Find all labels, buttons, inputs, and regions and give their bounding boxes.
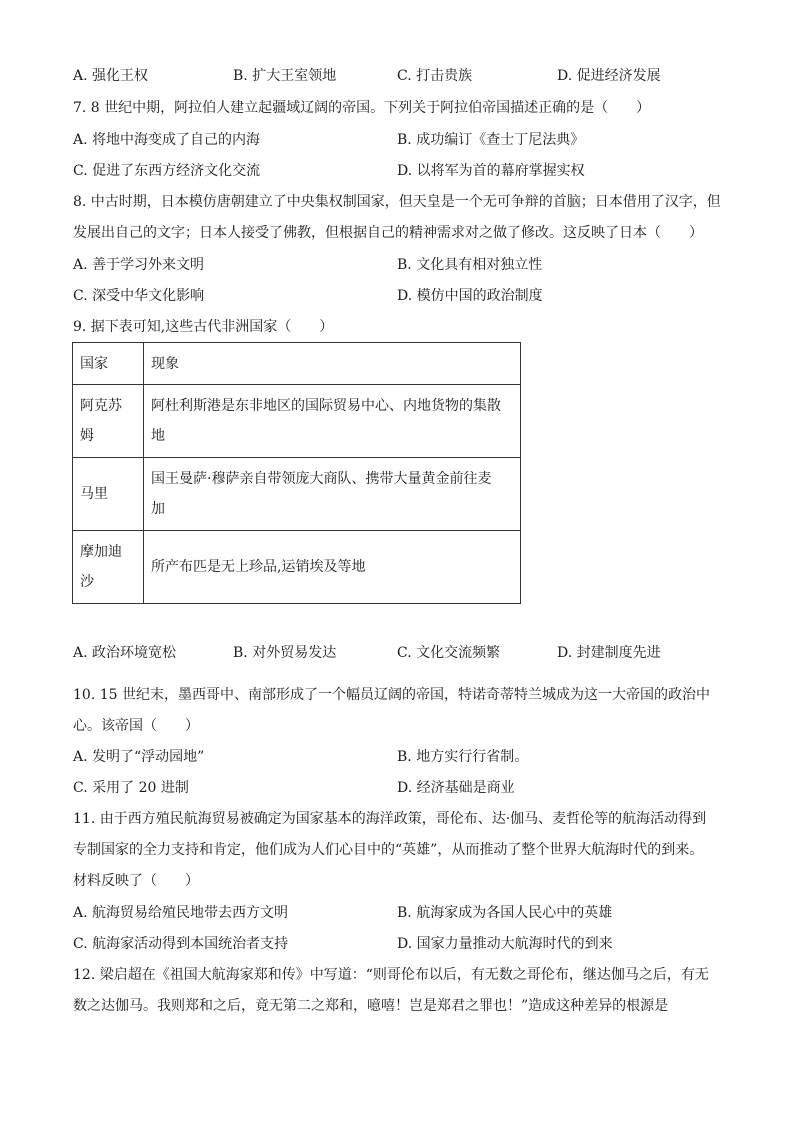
q9-table	[72, 342, 521, 604]
q11-stem-line2: 专制国家的全力支持和肯定，他们成为人们心目中的“英雄”，从而推动了整个世界大航海时代的到来。	[73, 842, 704, 858]
table-cell-desc: 所产布匹是无上珍品,运销埃及等地	[144, 531, 521, 604]
q10-stem-line1: 10. 15 世纪末，墨西哥中、南部形成了一个幅员辽阔的帝国，特诺奇蒂特兰城成为这一大帝国的政治中	[73, 687, 710, 703]
q9-stem: 9. 据下表可知,这些古代非洲国家（ ）	[73, 319, 334, 335]
q7-option-c[interactable]: C. 促进了东西方经济文化交流	[73, 163, 261, 179]
q8-option-a[interactable]: A. 善于学习外来文明	[73, 257, 205, 273]
q10-stem-line2: 心。该帝国（ ）	[73, 718, 199, 734]
q6-option-b[interactable]: B. 扩大王室领地	[233, 68, 337, 84]
table-row	[73, 458, 521, 531]
q7-stem: 7. 8 世纪中期，阿拉伯人建立起疆域辽阔的帝国。下列关于阿拉伯帝国描述正确的是（ ）	[73, 100, 651, 116]
q11-option-b[interactable]: B. 航海家成为各国人民心中的英雄	[397, 905, 613, 921]
table-row	[73, 531, 521, 604]
q9-option-c[interactable]: C. 文化交流频繁	[397, 645, 501, 661]
q9-option-d[interactable]: D. 封建制度先进	[557, 645, 661, 661]
table-cell-desc: 阿杜利斯港是东非地区的国际贸易中心、内地货物的集散 地	[144, 385, 521, 458]
q11-option-d[interactable]: D. 国家力量推动大航海时代的到来	[397, 936, 613, 952]
q8-option-b[interactable]: B. 文化具有相对独立性	[397, 257, 543, 273]
q6-option-d[interactable]: D. 促进经济发展	[557, 68, 661, 84]
table-cell-country: 阿克苏 姆	[73, 385, 144, 458]
table-cell-country: 马里	[73, 458, 144, 531]
q10-option-c[interactable]: C. 采用了 20 进制	[73, 780, 189, 796]
q8-stem-line1: 8. 中古时期，日本模仿唐朝建立了中央集权制国家，但天皇是一个无可争辩的首脑；日本借用了汉字，但	[73, 194, 721, 210]
q8-option-d[interactable]: D. 模仿中国的政治制度	[397, 288, 543, 304]
table-cell-desc: 国王曼萨·穆萨亲自带领庞大商队、携带大量黄金前往麦 加	[144, 458, 521, 531]
table-header-phenomenon: 现象	[144, 343, 521, 385]
q9-option-a[interactable]: A. 政治环境宽松	[73, 645, 177, 661]
q10-option-b[interactable]: B. 地方实行行省制。	[397, 749, 529, 765]
q11-option-c[interactable]: C. 航海家活动得到本国统治者支持	[73, 936, 289, 952]
q6-option-c[interactable]: C. 打击贵族	[397, 68, 473, 84]
q9-option-b[interactable]: B. 对外贸易发达	[233, 645, 337, 661]
q10-option-a[interactable]: A. 发明了“浮动园地”	[73, 749, 205, 765]
q8-option-c[interactable]: C. 深受中华文化影响	[73, 288, 205, 304]
q10-option-d[interactable]: D. 经济基础是商业	[397, 780, 515, 796]
q12-stem-line2: 数之达伽马。我则郑和之后，竟无第二之郑和，噫嘻！岂是郑君之罪也！”造成这种差异的根源是	[73, 998, 669, 1014]
table-header-country: 国家	[73, 343, 144, 385]
q8-stem-line2: 发展出自己的文字；日本人接受了佛教，但根据自己的精神需求对之做了修改。这反映了日本（ ）	[73, 225, 703, 241]
q11-stem-line1: 11. 由于西方殖民航海贸易被确定为国家基本的海洋政策，哥伦布、达·伽马、麦哲伦等的航海活动得到	[73, 811, 707, 827]
table-row	[73, 385, 521, 458]
q6-option-a[interactable]: A. 强化王权	[73, 68, 149, 84]
q12-stem-line1: 12. 梁启超在《祖国大航海家郑和传》中写道：“则哥伦布以后，有无数之哥伦布，继达伽马之后，有无	[73, 967, 709, 983]
q7-option-b[interactable]: B. 成功编订《查士丁尼法典》	[397, 132, 585, 148]
q11-option-a[interactable]: A. 航海贸易给殖民地带去西方文明	[73, 905, 289, 921]
table-header-row	[73, 343, 521, 385]
q11-stem-line3: 材料反映了（ ）	[73, 873, 199, 889]
q7-option-a[interactable]: A. 将地中海变成了自己的内海	[73, 132, 261, 148]
q7-option-d[interactable]: D. 以将军为首的幕府掌握实权	[397, 163, 585, 179]
table-cell-country: 摩加迪 沙	[73, 531, 144, 604]
